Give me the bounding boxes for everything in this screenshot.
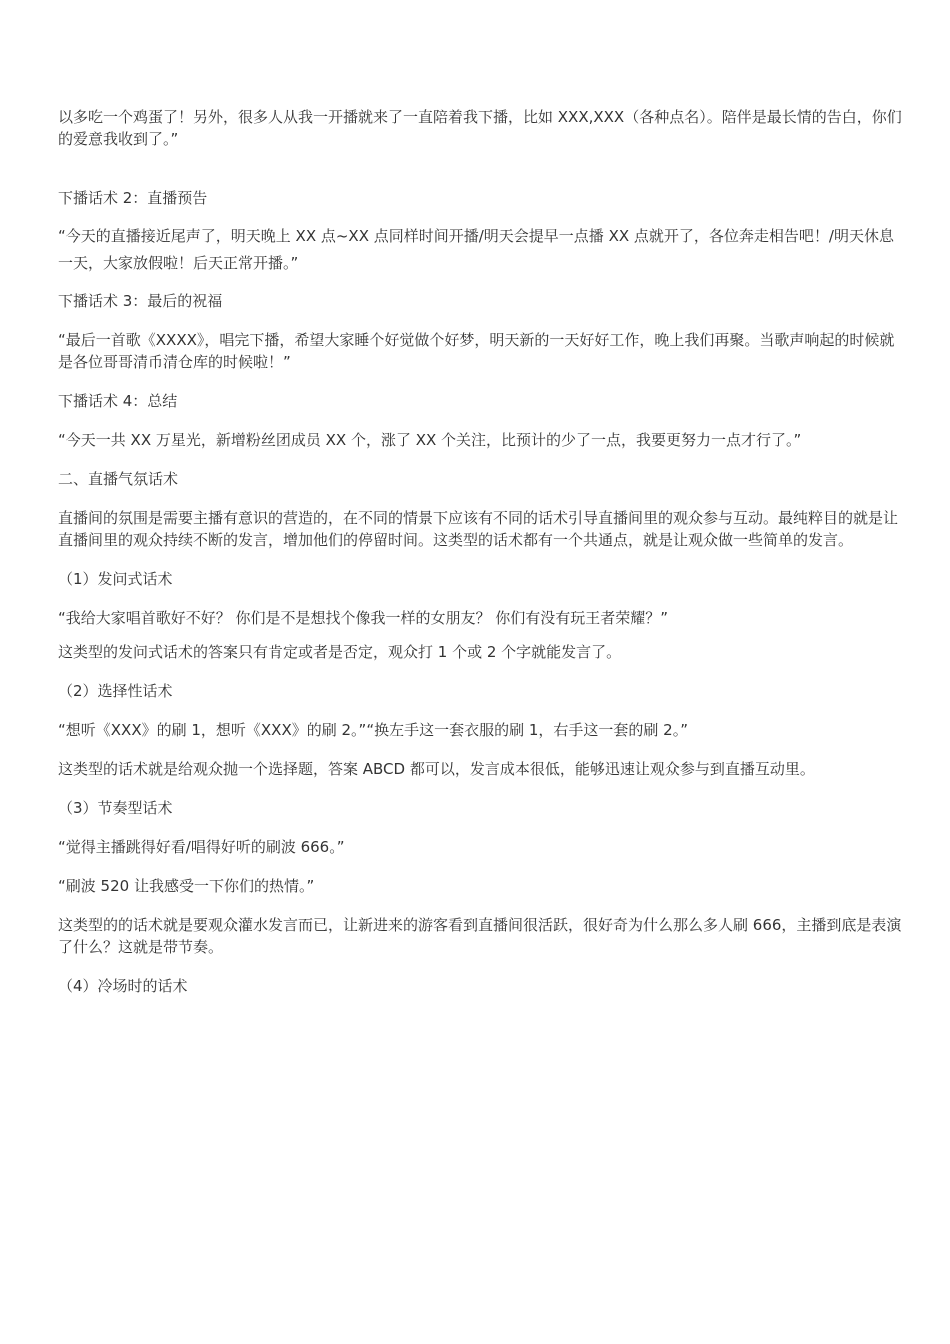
heading-live-preview: 下播话术 2：直播预告 (58, 189, 208, 207)
desc-questioning: 这类型的发问式话术的答案只有肯定或者是否定，观众打 1 个或 2 个字就能发言了。 (58, 643, 622, 661)
desc-rhythm: 这类型的的话术就是要观众灌水发言而已，让新进来的游客看到直播间很活跃，很好奇为什么那么多人刷 666，主播到底是表演了什么？这就是带节奏。 (58, 916, 902, 956)
intro-paragraph: 以多吃一个鸡蛋了！另外，很多人从我一开播就来了一直陪着我下播，比如 XXX,XXX（各种点名）。陪伴是最长情的告白，你们的爱意我收到了。” (58, 108, 902, 148)
heading-final-blessing: 下播话术 3：最后的祝福 (58, 292, 223, 310)
sub-title-choice: （2）选择性话术 (58, 682, 173, 700)
sub-title-rhythm: （3）节奏型话术 (58, 799, 173, 817)
paragraph-summary: “今天一共 XX 万星光，新增粉丝团成员 XX 个，涨了 XX 个关注，比预计的少了一点，我要更努力一点才行了。” (58, 431, 802, 449)
sub-title-cold-scene: （4）冷场时的话术 (58, 977, 188, 995)
desc-choice: 这类型的话术就是给观众抛一个选择题，答案 ABCD 都可以，发言成本很低，能够迅速让观众参与到直播互动里。 (58, 760, 815, 778)
example-rhythm-1: “觉得主播跳得好看/唱得好听的刷波 666。” (58, 838, 345, 856)
paragraph-live-preview: “今天的直播接近尾声了，明天晚上 XX 点~XX 点同样时间开播/明天会提早一点播 XX 点就开了，各位奔走相告吧！/明天休息一天，大家放假啦！后天正常开播。” (58, 227, 894, 272)
section-intro-atmosphere: 直播间的氛围是需要主播有意识的营造的，在不同的情景下应该有不同的话术引导直播间里的观众参与互动。最纯粹目的就是让直播间里的观众持续不断的发言，增加他们的停留时间。这类型的话术都有一个共通点，就是让观众做一些简单的发言。 (58, 509, 899, 549)
paragraph-final-blessing: “最后一首歌《XXXX》，唱完下播，希望大家睡个好觉做个好梦，明天新的一天好好工作，晚上我们再聚。当歌声响起的时候就是各位哥哥清币清仓库的时候啦！” (58, 331, 895, 371)
sub-title-questioning: （1）发问式话术 (58, 570, 173, 588)
document-page (58, 106, 908, 997)
example-choice: “想听《XXX》的刷 1，想听《XXX》的刷 2。”“换左手这一套衣服的刷 1，右手这一套的刷 2。” (58, 721, 688, 739)
heading-summary: 下播话术 4：总结 (58, 392, 178, 410)
example-rhythm-2: “刷波 520 让我感受一下你们的热情。” (58, 877, 315, 895)
example-questioning: “我给大家唱首歌好不好？ 你们是不是想找个像我一样的女朋友？ 你们有没有玩王者荣耀？” (58, 609, 669, 627)
section-title-atmosphere: 二、直播气氛话术 (58, 470, 179, 488)
